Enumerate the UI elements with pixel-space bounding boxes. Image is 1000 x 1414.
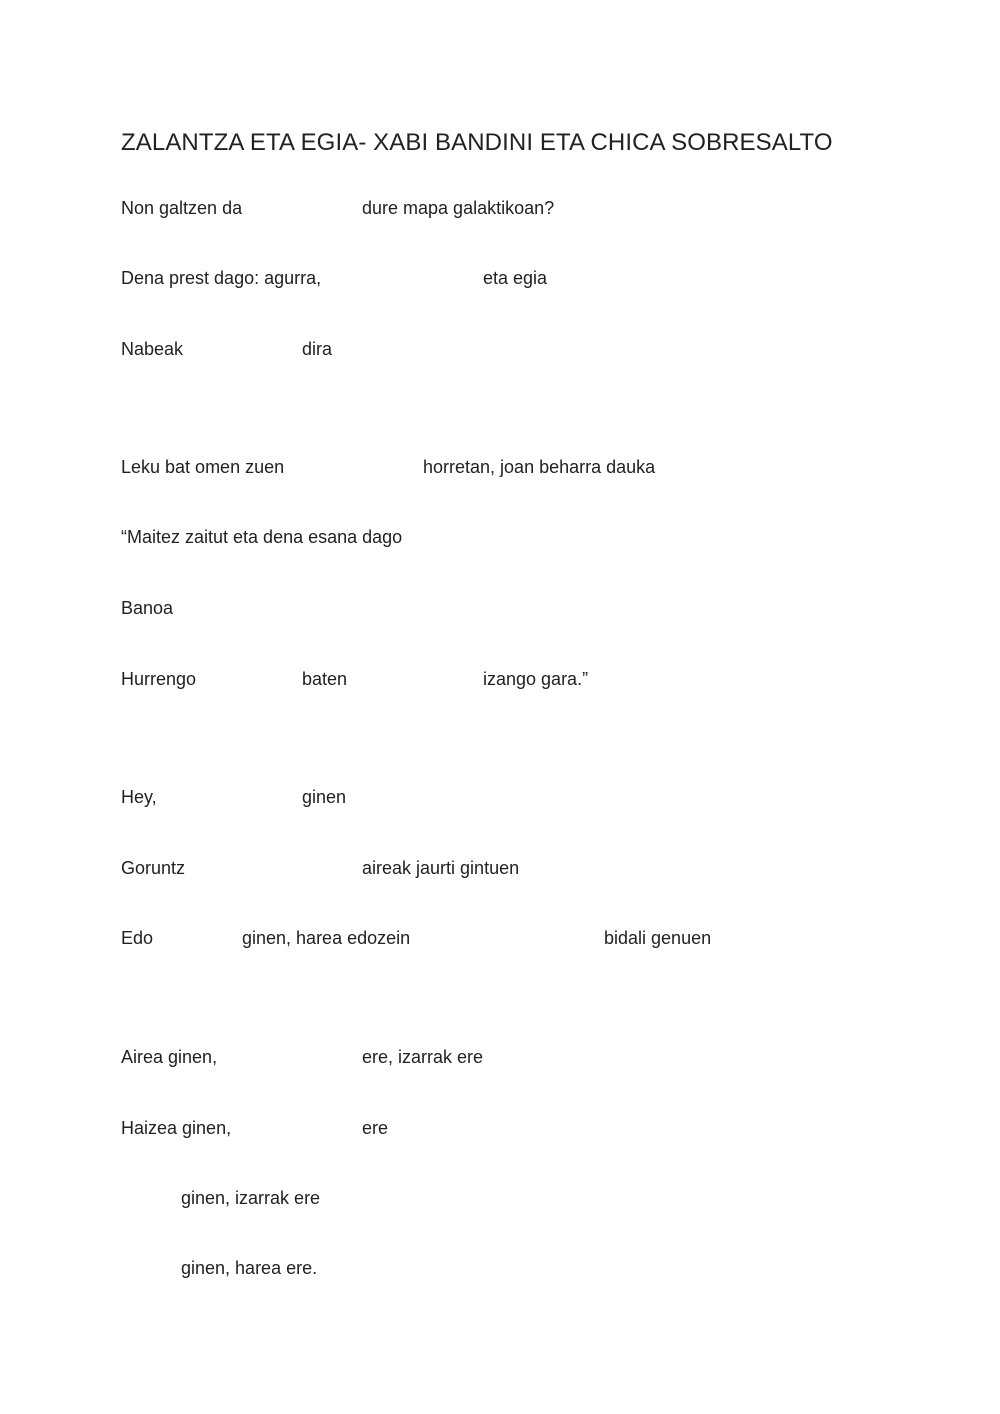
lyric-text: ginen <box>302 787 347 807</box>
lyric-line <box>0 787 1000 811</box>
lyric-text: baten <box>302 669 348 689</box>
lyric-line <box>0 598 1000 622</box>
lyric-text: ere, izarrak ere <box>362 1047 484 1067</box>
lyric-text: eta egia <box>483 268 548 288</box>
lyric-line <box>0 198 1000 222</box>
lyric-text: Leku bat omen zuen <box>121 457 285 477</box>
lyric-line <box>0 669 1000 693</box>
lyric-line <box>0 268 1000 292</box>
lyric-text: Banoa <box>121 598 174 618</box>
lyric-text: dira <box>302 339 333 359</box>
lyric-text: Nabeak <box>121 339 184 359</box>
lyric-text: Goruntz <box>121 858 186 878</box>
lyric-text: Non galtzen da <box>121 198 243 218</box>
lyric-text: ginen, izarrak ere <box>181 1188 321 1208</box>
lyric-text: Dena prest dago: agurra, <box>121 268 322 288</box>
lyric-text: horretan, joan beharra dauka <box>423 457 656 477</box>
lyric-text: Haizea ginen, <box>121 1118 232 1138</box>
lyric-line <box>0 1047 1000 1071</box>
lyric-text: Hey, <box>121 787 157 807</box>
lyric-line <box>0 1258 1000 1282</box>
lyric-line <box>0 928 1000 952</box>
lyric-line <box>0 457 1000 481</box>
document-title: ZALANTZA ETA EGIA- XABI BANDINI ETA CHICA SOBRESALTO <box>121 129 833 156</box>
lyric-text: ginen, harea ere. <box>181 1258 318 1278</box>
lyric-line <box>0 1118 1000 1142</box>
lyric-line <box>0 858 1000 882</box>
lyric-text: ere <box>362 1118 389 1138</box>
lyric-line <box>0 527 1000 551</box>
lyric-line <box>0 339 1000 363</box>
lyric-text: aireak jaurti gintuen <box>362 858 520 878</box>
lyric-text: Airea ginen, <box>121 1047 218 1067</box>
lyric-text: dure mapa galaktikoan? <box>362 198 555 218</box>
lyric-text: Edo <box>121 928 154 948</box>
lyric-text: izango gara.” <box>483 669 589 689</box>
lyric-line <box>0 1188 1000 1212</box>
lyric-text: “Maitez zaitut eta dena esana dago <box>121 527 403 547</box>
lyric-text: Hurrengo <box>121 669 197 689</box>
lyric-text: bidali genuen <box>604 928 712 948</box>
lyric-text: ginen, harea edozein <box>242 928 411 948</box>
